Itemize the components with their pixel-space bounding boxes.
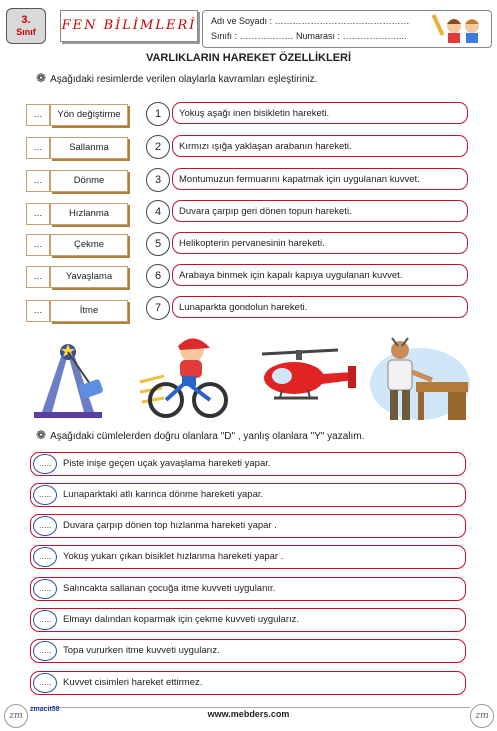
answer-blank[interactable]: … [26, 137, 50, 159]
answer-circle[interactable]: ….. [33, 485, 57, 505]
match-item: Yokuş aşağı inen bisikletin hareketi. [172, 102, 468, 124]
match-item: Helikopterin pervanesinin hareketi. [172, 232, 468, 254]
answer-circle[interactable]: ….. [33, 641, 57, 661]
answer-blank[interactable]: … [26, 300, 50, 322]
match-item: Montumuzun fermuarını kapatmak için uygulanan kuvvet. [172, 168, 468, 190]
statement-text: Elmayı dalından koparmak için çekme kuvveti uygularız. [63, 614, 300, 625]
statement-row [30, 608, 466, 632]
statement-row [30, 577, 466, 601]
item-number: 5 [146, 232, 170, 256]
children-pencil-icon [432, 12, 484, 44]
page-title: VARLIKLARIN HAREKET ÖZELLİKLERİ [145, 52, 352, 64]
subject-title: FEN BİLİMLERİ [61, 18, 197, 33]
answer-blank[interactable]: … [26, 203, 50, 225]
grade-badge [6, 8, 46, 44]
statement-row [30, 545, 466, 569]
answer-circle[interactable]: ….. [33, 579, 57, 599]
item-number: 1 [146, 102, 170, 126]
concept-itme: İtme [50, 300, 128, 322]
item-number: 2 [146, 135, 170, 159]
answer-blank[interactable]: … [26, 170, 50, 192]
concept-cekme: Çekme [50, 234, 128, 256]
grade-number: 3. [21, 14, 31, 26]
name-line[interactable]: Adı ve Soyadı : ……………………………………… [211, 16, 410, 26]
true-false-instruction-text: Aşağıdaki cümlelerden doğru olanlara "D" , yanlış olanlara "Y" yazalım. [50, 431, 365, 442]
concept-yavaslama: Yavaşlama [50, 266, 128, 288]
class-line[interactable]: Sınıfı : ……………… Numarası : ……………….... [211, 31, 407, 41]
zm-logo-icon: zm [4, 704, 28, 728]
match-item: Kırmızı ışığa yaklaşan arabanın hareketi. [172, 135, 468, 157]
answer-circle[interactable]: ….. [33, 516, 57, 536]
subject-title-box [60, 10, 198, 42]
statement-row [30, 671, 466, 695]
statement-text: Kuvvet cisimleri hareket ettirmez. [63, 677, 203, 688]
statement-text: Topa vururken itme kuvveti uygularız. [63, 645, 220, 656]
statement-row [30, 483, 466, 507]
concept-hizlanma: Hızlanma [50, 203, 128, 225]
carpenter-picture [368, 332, 472, 422]
statement-text: Duvara çarpıp dönen top hızlanma hareketi yapar . [63, 520, 277, 531]
statement-text: Salıncakta sallanan çocuğa itme kuvveti uygulanır. [63, 583, 276, 594]
helicopter-picture [256, 332, 360, 422]
statement-text: Piste inişe geçen uçak yavaşlama hareketi yapar. [63, 458, 271, 469]
answer-circle[interactable]: ….. [33, 673, 57, 693]
author-tag: zmacit58 [30, 706, 60, 713]
flower-bullet-icon: ❁ [36, 428, 47, 442]
match-item: Duvara çarpıp geri dönen topun hareketi. [172, 200, 468, 222]
concept-yon-degistirme: Yön değiştirme [50, 104, 128, 126]
match-item: Lunaparkta gondolun hareketi. [172, 296, 468, 318]
statement-row [30, 452, 466, 476]
gondola-ride-picture [28, 332, 108, 422]
flower-bullet-icon: ❁ [36, 71, 47, 85]
matching-instruction [36, 71, 317, 85]
statement-text: Lunaparktaki atlı karınca dönme hareketi yapar. [63, 489, 264, 500]
match-item: Arabaya binmek için kapalı kapıya uygulanan kuvvet. [172, 264, 468, 286]
answer-circle[interactable]: ….. [33, 610, 57, 630]
statement-row [30, 639, 466, 663]
statement-text: Yokuş yukarı çıkan bisiklet hızlanma hareketi yapar . [63, 551, 284, 562]
answer-circle[interactable]: ….. [33, 547, 57, 567]
footer-url[interactable]: www.mebders.com [207, 709, 290, 719]
zm-logo-icon: zm [470, 704, 494, 728]
matching-instruction-text: Aşağıdaki resimlerde verilen olaylarla kavramları eşleştiriniz. [50, 74, 318, 85]
item-number: 4 [146, 200, 170, 224]
true-false-instruction [36, 428, 364, 442]
answer-blank[interactable]: … [26, 104, 50, 126]
answer-blank[interactable]: … [26, 234, 50, 256]
concept-sallanma: Sallanma [50, 137, 128, 159]
cyclist-picture [136, 332, 232, 422]
answer-blank[interactable]: … [26, 266, 50, 288]
grade-label: Sınıf [16, 27, 36, 37]
item-number: 7 [146, 296, 170, 320]
concept-donme: Dönme [50, 170, 128, 192]
footer-divider [30, 707, 470, 708]
answer-circle[interactable]: ….. [33, 454, 57, 474]
item-number: 6 [146, 264, 170, 288]
item-number: 3 [146, 168, 170, 192]
statement-row [30, 514, 466, 538]
